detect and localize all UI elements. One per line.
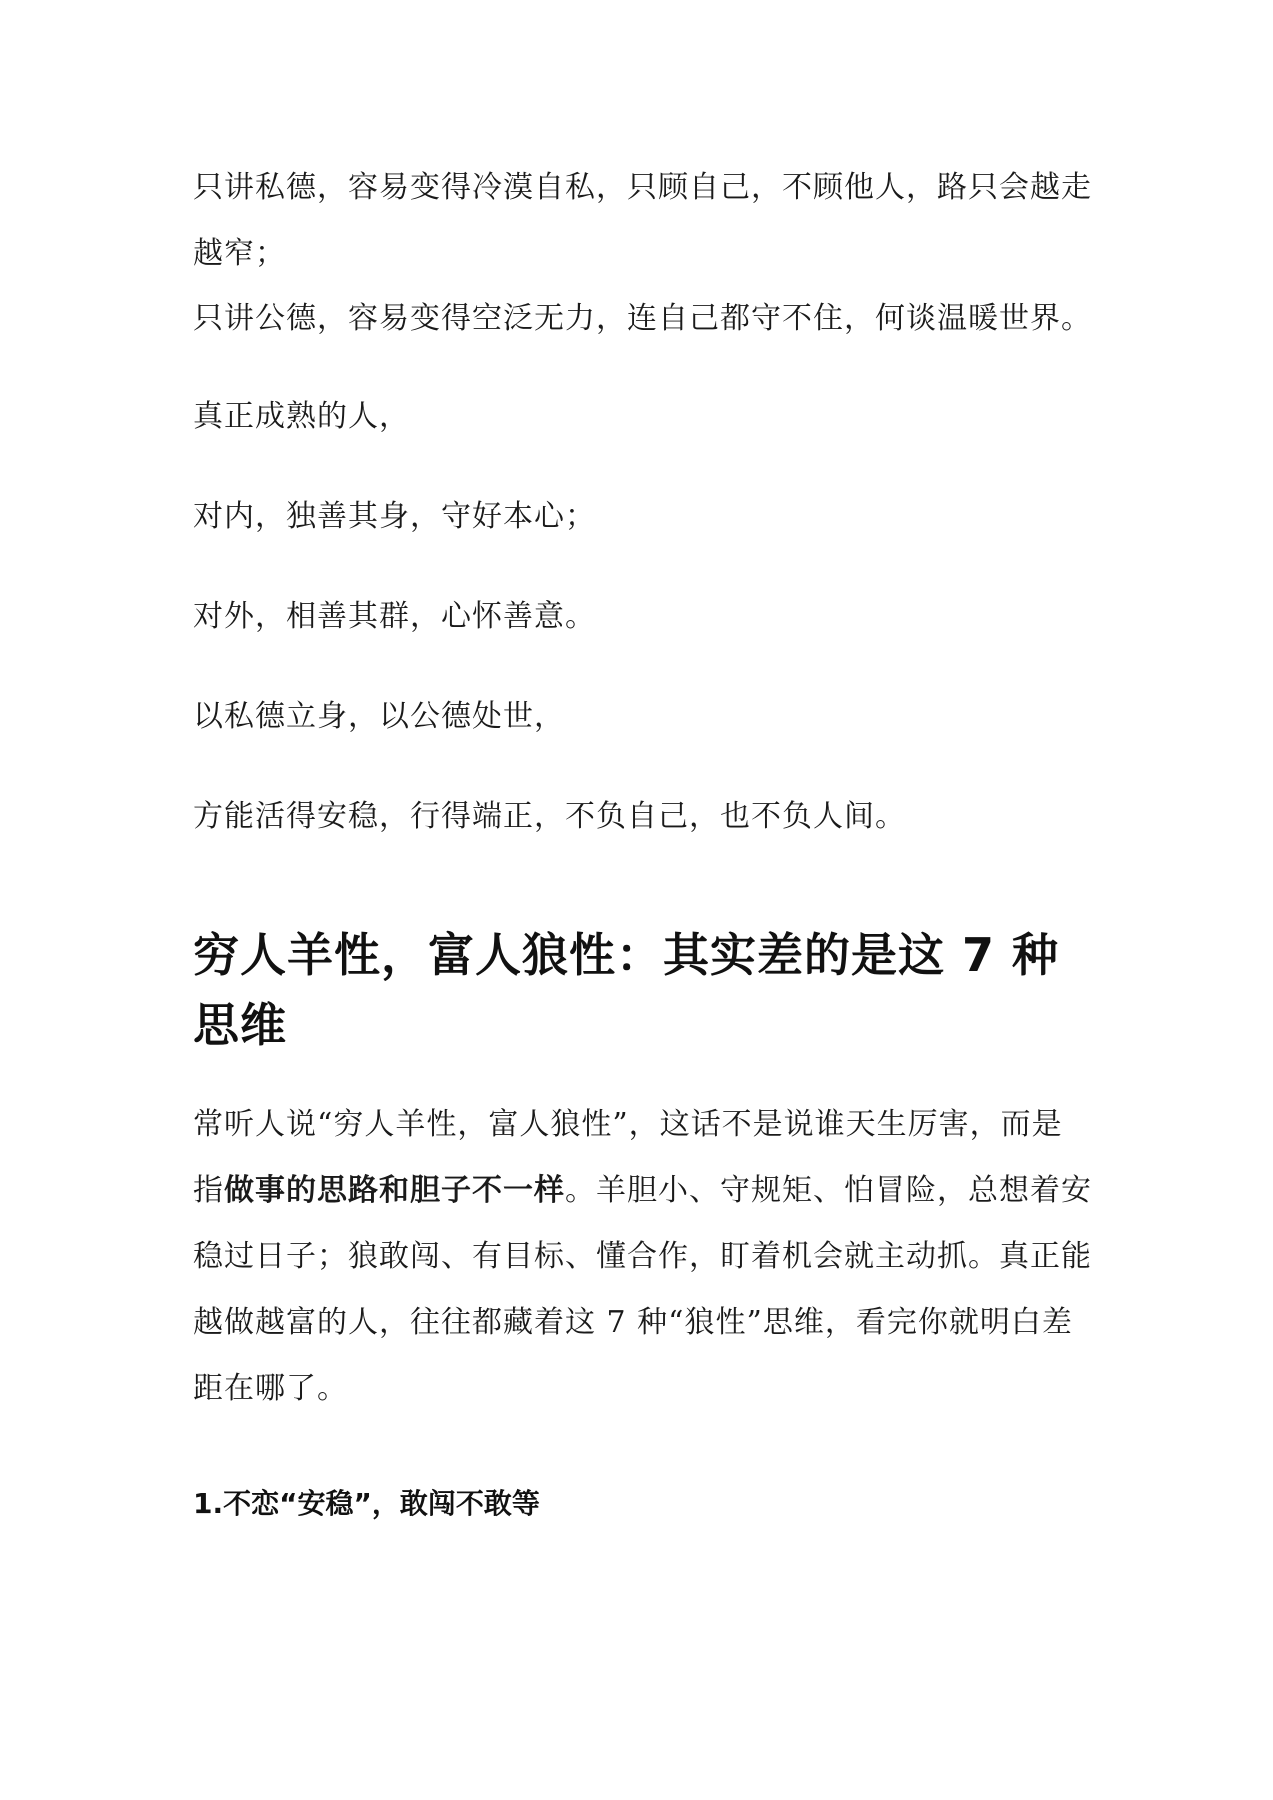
paragraph-mature-person: 真正成熟的人，	[193, 399, 410, 434]
paragraph-private-morality: 只讲私德，容易变得冷漠自私，只顾自己，不顾他人，路只会越走越窄；	[193, 170, 1092, 271]
subheading-point-1: 1.不恋“安稳”，敢闯不敢等	[193, 1487, 540, 1520]
intro-text-start: 常听人说“穷人羊性，富人狼性”，这话不是说谁天生厉害，而是指	[193, 1107, 1063, 1208]
paragraph-public-morality: 只讲公德，容易变得空泛无力，连自己都守不住，何谈温暖世界。	[193, 301, 1092, 336]
paragraph-outward: 对外，相善其群，心怀善意。	[193, 599, 596, 634]
intro-paragraph	[193, 1092, 1093, 1422]
paragraph-inward: 对内，独善其身，守好本心；	[193, 499, 596, 534]
intro-emphasis: 做事的思路和胆子不一样	[224, 1173, 565, 1208]
intro-text-end: 。羊胆小、守规矩、怕冒险，总想着安稳过日子；狼敢闯、有目标、懂合作，盯着机会就主动抓。真正能越做越富的人，往往都藏着这 7 种“狼性”思维，看完你就明白差距在哪了。	[193, 1173, 1092, 1406]
paragraph-conduct: 以私德立身，以公德处世，	[193, 699, 565, 734]
section-title: 穷人羊性，富人狼性：其实差的是这 7 种思维	[193, 928, 1060, 1052]
paragraph-conclusion: 方能活得安稳，行得端正，不负自己，也不负人间。	[193, 799, 906, 834]
